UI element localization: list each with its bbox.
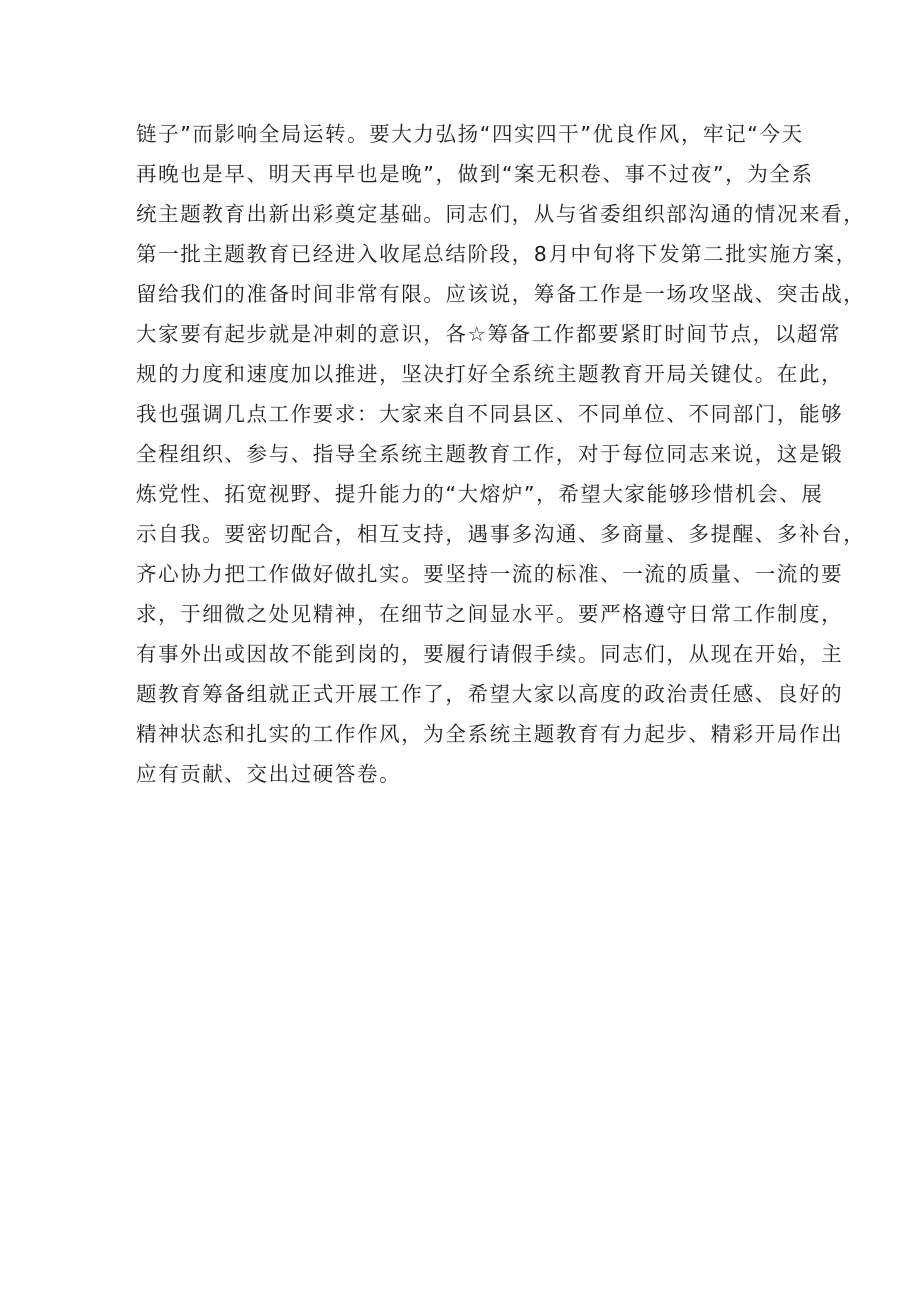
body-paragraph xyxy=(136,114,866,794)
text-line: 第一批主题教育已经进入收尾总结阶段，8月中旬将下发第二批实施方案， xyxy=(136,242,858,266)
text-line: 应有贡献、交出过硬答卷。 xyxy=(136,762,402,786)
text-line: 有事外出或因故不能到岗的，要履行请假手续。同志们，从现在开始，主 xyxy=(136,642,844,666)
text-line: 示自我。要密切配合，相互支持，遇事多沟通、多商量、多提醒、多补台， xyxy=(136,522,866,546)
text-line: 精神状态和扎实的工作作风，为全系统主题教育有力起步、精彩开局作出 xyxy=(136,722,844,746)
text-line: 全程组织、参与、指导全系统主题教育工作，对于每位同志来说，这是锻 xyxy=(136,442,844,466)
text-line: 规的力度和速度加以推进，坚决打好全系统主题教育开局关键仗。在此， xyxy=(136,362,844,386)
text-line: 炼党性、拓宽视野、提升能力的“大熔炉”，希望大家能够珍惜机会、展 xyxy=(136,482,824,506)
text-line: 我也强调几点工作要求：大家来自不同县区、不同单位、不同部门，能够 xyxy=(136,402,844,426)
text-line: 再晚也是早、明天再早也是晚”，做到“案无积卷、事不过夜”，为全系 xyxy=(136,162,814,186)
text-line: 大家要有起步就是冲刺的意识，各☆筹备工作都要紧盯时间节点，以超常 xyxy=(136,322,842,346)
text-line: 留给我们的准备时间非常有限。应该说，筹备工作是一场攻坚战、突击战， xyxy=(136,282,866,306)
text-line: 链子”而影响全局运转。要大力弘扬“四实四干”优良作风，牢记“今天 xyxy=(136,122,804,146)
text-line: 统主题教育出新出彩奠定基础。同志们，从与省委组织部沟通的情况来看， xyxy=(136,202,866,226)
text-line: 齐心协力把工作做好做扎实。要坚持一流的标准、一流的质量、一流的要 xyxy=(136,562,844,586)
text-line: 求，于细微之处见精神，在细节之间显水平。要严格遵守日常工作制度， xyxy=(136,602,844,626)
text-line: 题教育筹备组就正式开展工作了，希望大家以高度的政治责任感、良好的 xyxy=(136,682,844,706)
